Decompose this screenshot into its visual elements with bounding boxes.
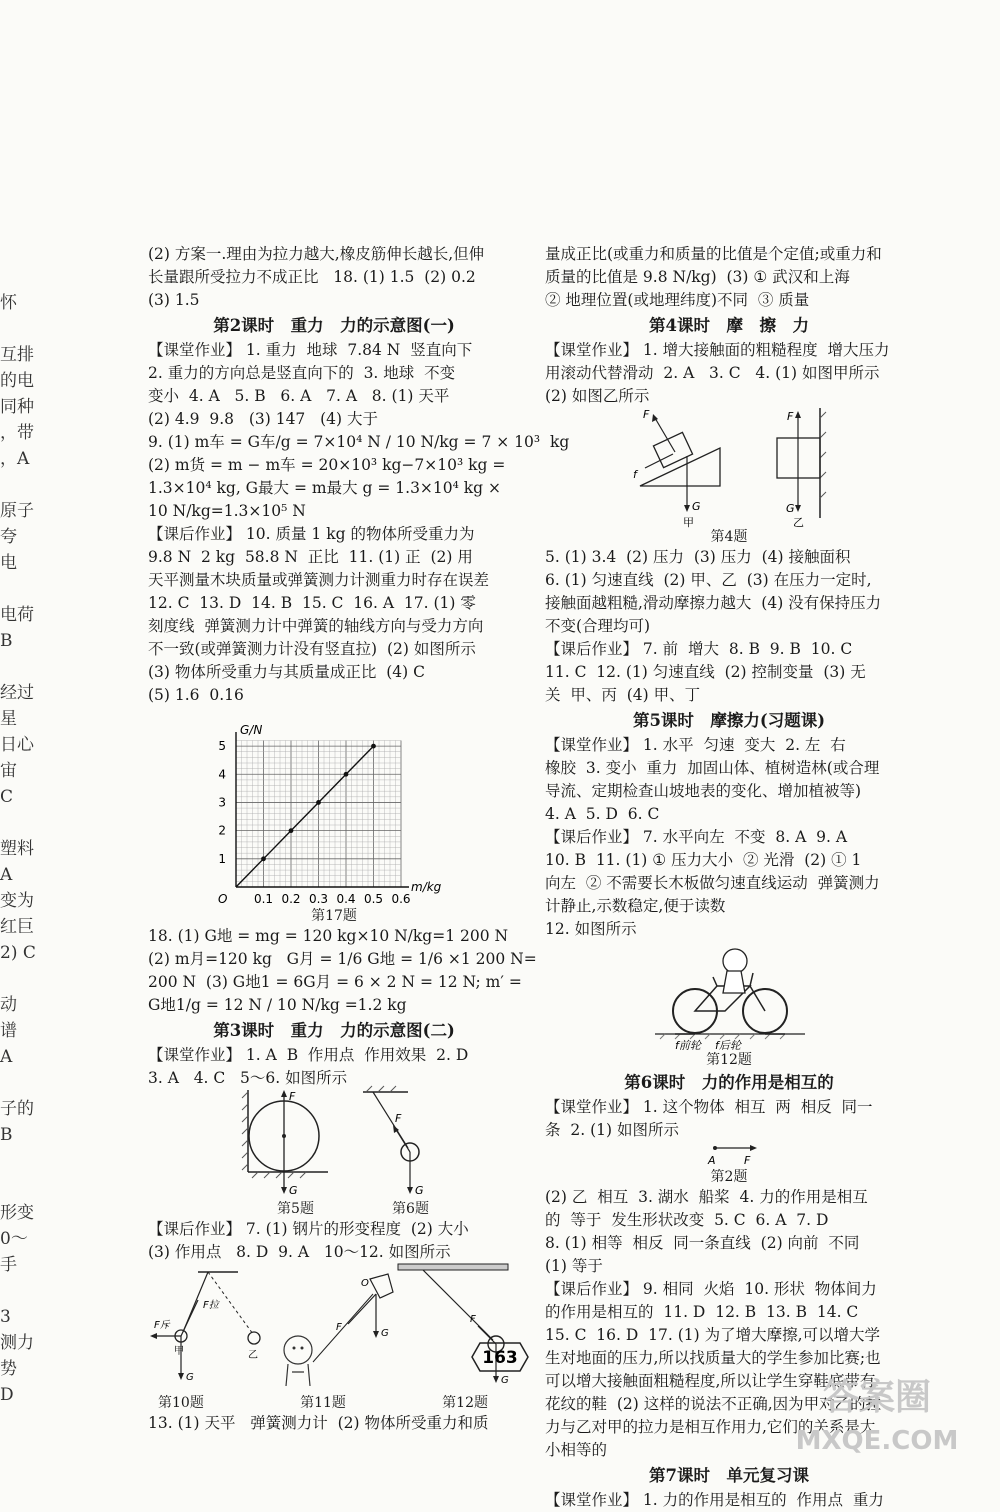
data-point (344, 772, 349, 777)
text-line: 向左 ② 不需要长木板做匀速直线运动 弹簧测力 (545, 874, 880, 892)
section-heading: 第4课时 摩 擦 力 (649, 316, 809, 335)
text-line: 刻度线 弹簧测力计中弹簧的轴线方向与受力方向 (148, 617, 484, 635)
figure-caption: 第5题 (277, 1201, 314, 1217)
text-line: 4. A 5. D 6. C (545, 805, 660, 823)
svg-text:G: G (186, 1372, 194, 1383)
svg-text:F: F (744, 1154, 751, 1167)
text-line: 条 2. (1) 如图所示 (545, 1121, 679, 1139)
figure-caption: 第10题 (158, 1395, 204, 1411)
y-tick-label: 5 (218, 739, 226, 754)
origin-label: O (218, 892, 228, 906)
text-line: 200 N (3) G地1 = 6G月 = 6 × 2 N = 12 N; m′ = (148, 973, 522, 991)
text-line (0, 810, 38, 836)
figure-4-jia (633, 408, 720, 529)
text-line: 5. (1) 3.4 (2) 压力 (3) 压力 (4) 接触面积 (545, 548, 851, 566)
text-line: 3 (0, 1307, 11, 1327)
text-line: 花纹的鞋 (2) 这样的说法不正确,因为甲对乙的拉 (545, 1395, 882, 1413)
text-line: 电 (0, 553, 17, 573)
svg-text:F: F (787, 410, 794, 423)
text-line: 橡胶 3. 变小 重力 加固山体、植树造林(或合理 (545, 759, 880, 777)
text-line: A (0, 1047, 13, 1067)
svg-text:F拉: F拉 (203, 1300, 219, 1311)
text-line: C (0, 787, 14, 807)
text-line: 2. 重力的方向总是竖直向下的 3. 地球 不变 (148, 364, 456, 382)
figure-4-yi (777, 408, 826, 529)
text-line: G地1/g = 12 N / 10 N/kg =1.2 kg (148, 996, 407, 1014)
text-line: 3. A 4. C 5～6. 如图所示 (148, 1069, 348, 1087)
text-line: 动 (0, 995, 17, 1015)
text-line: 18. (1) G地 = mg = 120 kg×10 N/kg=1 200 N (148, 927, 509, 945)
text-line: 夸 (0, 527, 17, 547)
text-line: 小相等的 (545, 1441, 608, 1459)
data-point (316, 800, 321, 805)
text-line: 变小 4. A 5. B 6. A 7. A 8. (1) 天平 (148, 387, 450, 405)
text-line: 测力 (0, 1333, 34, 1353)
text-line: 可以增大接触面粗糙程度,所以让学生穿鞋底带有 (545, 1372, 876, 1390)
text-line: 【课堂作业】 1. 水平 匀速 变大 2. 左 右 (545, 736, 846, 754)
x-axis-label: m/kg (411, 880, 442, 894)
svg-text:F: F (289, 1090, 296, 1103)
text-line: 关 甲、丙 (4) 甲、丁 (545, 686, 701, 704)
text-line: (3) 1.5 (148, 291, 200, 309)
text-line (0, 654, 38, 680)
text-line: 不变(合理均可) (545, 617, 651, 635)
figure-label: 乙 (793, 516, 804, 529)
text-line (0, 576, 38, 602)
text-line: 量成正比(或重力和质量的比值是个定值;或重力和 (545, 245, 882, 263)
svg-text:F: F (336, 1322, 342, 1333)
left-column (148, 243, 570, 1435)
figure-caption: 第17题 (311, 908, 357, 924)
svg-text:G: G (786, 502, 795, 515)
section4-body (545, 339, 913, 408)
g-vs-m-chart (148, 707, 520, 907)
svg-text:G: G (415, 1184, 424, 1197)
figure-caption: 第2题 (710, 1169, 748, 1185)
text-line: 星 (0, 709, 17, 729)
text-line: 【课堂作业】 1. 增大接触面的粗糙程度 增大压力 (545, 341, 890, 359)
text-line: 13. (1) 天平 弹簧测力计 (2) 物体所受重力和质 (148, 1414, 489, 1432)
svg-text:乙: 乙 (248, 1350, 258, 1361)
svg-text:F: F (470, 1314, 476, 1325)
figure-caption: 第11题 (300, 1395, 346, 1411)
text-line: (2) m月=120 kg G月 = 1/6 G地 = 1/6 ×1 200 N= (148, 950, 537, 968)
figure-6-diagram (363, 1086, 424, 1197)
y-tick-label: 1 (218, 851, 226, 866)
y-axis-label: G/N (240, 723, 263, 737)
x-tick-label: 0.2 (281, 892, 301, 906)
figures-5-6 (148, 1090, 520, 1200)
section2-after-chart (148, 925, 537, 1017)
x-tick-label: 0.4 (336, 892, 356, 906)
text-line: 1.3×10⁴ kg, G最大 = m最大 g = 1.3×10⁴ kg × (148, 479, 502, 497)
x-tick-label: 0.5 (363, 892, 384, 906)
text-line: 【课后作业】 9. 相同 火焰 10. 形状 物体间力 (545, 1280, 877, 1298)
figure-captions-row (148, 1394, 498, 1412)
text-line (0, 1174, 38, 1200)
page-number-badge (466, 1337, 534, 1377)
bicycle-icon (655, 949, 805, 1052)
svg-text:G: G (501, 1375, 509, 1386)
text-line: (3) 物体所受重力与其质量成正比 (4) C (148, 663, 425, 681)
section2-body (148, 339, 570, 707)
figure-4-diagram (545, 408, 913, 528)
right-top-lines (545, 243, 913, 312)
section3-after (148, 1218, 520, 1264)
text-line: (1) 等于 (545, 1257, 603, 1275)
svg-text:f后轮: f后轮 (715, 1039, 741, 1052)
x-tick-label: 0.1 (253, 892, 274, 906)
figures-10-12 (148, 1264, 520, 1394)
section-heading: 第7课时 单元复习课 (649, 1466, 809, 1485)
text-line: 的 等于 发生形状改变 5. C 6. A 7. D (545, 1211, 829, 1229)
svg-text:f前轮: f前轮 (675, 1039, 701, 1052)
text-line: (2) 方案一.理由为拉力越大,橡皮筋伸长越长,但伸 (148, 245, 485, 263)
svg-text:MXQE.COM: MXQE.COM (795, 1426, 959, 1456)
svg-text:F斥: F斥 (154, 1320, 170, 1331)
y-tick-label: 2 (218, 823, 226, 838)
text-line: (2) 如图乙所示 (545, 387, 650, 405)
svg-text:答案圈: 答案圈 (822, 1377, 932, 1418)
text-line: 计静止,示数稳定,便于读数 (545, 897, 726, 915)
text-line: 2) C (0, 943, 36, 963)
text-line: (2) 乙 相互 3. 湖水 船桨 4. 力的作用是相互 (545, 1188, 868, 1206)
svg-text:F: F (643, 408, 650, 421)
text-line: 15. C 16. D 17. (1) 为了增大摩擦,可以增大学 (545, 1326, 881, 1344)
data-line (236, 746, 374, 887)
text-line: D (0, 1385, 14, 1405)
text-line (0, 472, 38, 498)
x-tick-label: 0.3 (308, 892, 329, 906)
figure-caption: 第12题 (706, 1052, 752, 1068)
force-arrow-figure (545, 1142, 913, 1168)
text-line: 的电 (0, 371, 34, 391)
text-line: 【课后作业】 7. 水平向左 不变 8. A 9. A (545, 828, 848, 846)
data-point (261, 856, 266, 861)
left-top-lines (148, 243, 520, 312)
text-line: 【课堂作业】 1. 重力 地球 7.84 N 竖直向下 (148, 341, 473, 359)
text-line: 电荷 (0, 605, 34, 625)
right-column (545, 243, 913, 1512)
bicycle-figure (545, 941, 913, 1051)
text-line: 10 N/kg=1.3×10⁵ N (148, 502, 306, 520)
text-line: 9. (1) m车 = G车/g = 7×10⁴ N / 10 N/kg = 7 × 10³ kg (148, 433, 570, 451)
svg-text:A: A (708, 1154, 716, 1167)
text-line: 日心 (0, 735, 34, 755)
y-tick-label: 4 (218, 767, 226, 782)
text-line: 力与乙对甲的拉力是相互作用力,它们的关系是大 (545, 1418, 876, 1436)
figure-label: 甲 (683, 516, 694, 529)
text-line: (2) m货 = m − m车 = 20×10³ kg−7×10³ kg = (148, 456, 506, 474)
text-line: 形变 (0, 1203, 34, 1223)
svg-text:G: G (381, 1328, 389, 1339)
text-line: 的作用是相互的 11. D 12. B 13. B 14. C (545, 1303, 859, 1321)
left-edge-strip (0, 290, 38, 1408)
data-point (289, 828, 294, 833)
svg-text:甲: 甲 (174, 1346, 184, 1357)
text-line: 10. B 11. (1) ① 压力大小 ② 光滑 (2) ① 1 (545, 851, 862, 869)
text-line: 谱 (0, 1021, 17, 1041)
text-line (0, 316, 38, 342)
figure-captions-row (238, 1200, 468, 1218)
text-line: 长量跟所受拉力不成正比 18. (1) 1.5 (2) 0.2 (148, 268, 476, 286)
text-line: 接触面越粗糙,滑动摩擦力越大 (4) 没有保持压力 (545, 594, 882, 612)
text-line: 子的 (0, 1099, 34, 1119)
text-line: 天平测量木块质量或弹簧测力计测重力时存在误差 (148, 571, 490, 589)
text-line: 8. (1) 相等 相反 同一条直线 (2) 向前 不同 (545, 1234, 860, 1252)
text-line: 质量的比值是 9.8 N/kg) (3) ① 武汉和上海 (545, 268, 850, 286)
text-line: 怀 (0, 293, 17, 313)
text-line: 【课后作业】 7. (1) 钢片的形变程度 (2) 大小 (148, 1220, 469, 1238)
section-heading: 第2课时 重力 力的示意图(一) (213, 316, 455, 335)
svg-text:O: O (361, 1278, 369, 1289)
text-line: 同种 (0, 397, 34, 417)
text-line: ，A (0, 449, 30, 469)
text-line: 11. C 12. (1) 匀速直线 (2) 控制变量 (3) 无 (545, 663, 866, 681)
text-line: ② 地理位置(或地理纬度)不同 ③ 质量 (545, 291, 810, 309)
text-line: (2) 4.9 9.8 (3) 147 (4) 大于 (148, 410, 378, 428)
text-line: 导流、定期检查山坡地表的变化、增加植被等) (545, 782, 862, 800)
text-line: 生对地面的压力,所以找质量大的学生参加比赛;也 (545, 1349, 881, 1367)
text-line (0, 966, 38, 992)
text-line: 势 (0, 1359, 17, 1379)
text-line: 不一致(或弹簧测力计没有竖直拉) (2) 如图所示 (148, 640, 476, 658)
svg-text:G: G (289, 1184, 298, 1197)
watermark-logo (772, 1364, 982, 1459)
text-line: B (0, 1125, 13, 1145)
text-line (0, 1070, 38, 1096)
text-line: 6. (1) 匀速直线 (2) 甲、乙 (3) 在压力一定时, (545, 571, 872, 589)
section3-body (148, 1044, 520, 1090)
text-line: 【课堂作业】 1. A B 作用点 作用效果 2. D (148, 1046, 469, 1064)
text-line: 互排 (0, 345, 34, 365)
figure-10-diagram (150, 1272, 260, 1383)
text-line: 宙 (0, 761, 17, 781)
page-number: 163 (482, 1348, 518, 1368)
section-heading: 第5课时 摩擦力(习题课) (632, 711, 826, 730)
figure-caption: 第12题 (442, 1395, 488, 1411)
text-line: 手 (0, 1255, 17, 1275)
text-line (0, 1148, 38, 1174)
text-line (0, 1278, 38, 1304)
x-tick-label: 0.6 (391, 892, 411, 906)
text-line: B (0, 631, 13, 651)
svg-text:F: F (395, 1112, 402, 1125)
text-line: 【课堂作业】 1. 力的作用是相互的 作用点 重力 (545, 1491, 884, 1509)
text-line: (3) 作用点 8. D 9. A 10～12. 如图所示 (148, 1243, 451, 1261)
text-line: 塑料 (0, 839, 34, 859)
text-line: 【课后作业】 7. 前 增大 8. B 9. B 10. C (545, 640, 853, 658)
figure-5-diagram (242, 1090, 328, 1197)
text-line: 原子 (0, 501, 34, 521)
data-point (371, 744, 376, 749)
text-line: 12. C 13. D 14. B 15. C 16. A 17. (1) 零 (148, 594, 476, 612)
svg-text:f: f (633, 468, 637, 481)
figure-caption: 第6题 (392, 1201, 429, 1217)
figure-11-diagram (284, 1274, 393, 1386)
text-line: (5) 1.6 0.16 (148, 686, 244, 704)
text-line: 红巨 (0, 917, 34, 937)
text-line: 9.8 N 2 kg 58.8 N 正比 11. (1) 正 (2) 用 (148, 548, 473, 566)
text-line: ，带 (0, 423, 34, 443)
text-line: 【课堂作业】 1. 这个物体 相互 两 相反 同一 (545, 1098, 873, 1116)
text-line: 【课后作业】 10. 质量 1 kg 的物体所受重力为 (148, 525, 475, 543)
svg-text:G: G (692, 500, 701, 513)
text-line: 变为 (0, 891, 34, 911)
y-tick-label: 3 (218, 795, 226, 810)
section6-body (545, 1096, 913, 1142)
section4-after (545, 546, 913, 707)
text-line: 0～ (0, 1229, 28, 1249)
section5-body (545, 734, 913, 941)
text-line: 用滚动代替滑动 2. A 3. C 4. (1) 如图甲所示 (545, 364, 880, 382)
text-line: A (0, 865, 13, 885)
section-heading: 第3课时 重力 力的示意图(二) (213, 1021, 455, 1040)
text-line: 经过 (0, 683, 34, 703)
text-line: 12. 如图所示 (545, 920, 637, 938)
section-heading: 第6课时 力的作用是相互的 (624, 1073, 834, 1092)
figure-caption: 第4题 (710, 529, 748, 545)
